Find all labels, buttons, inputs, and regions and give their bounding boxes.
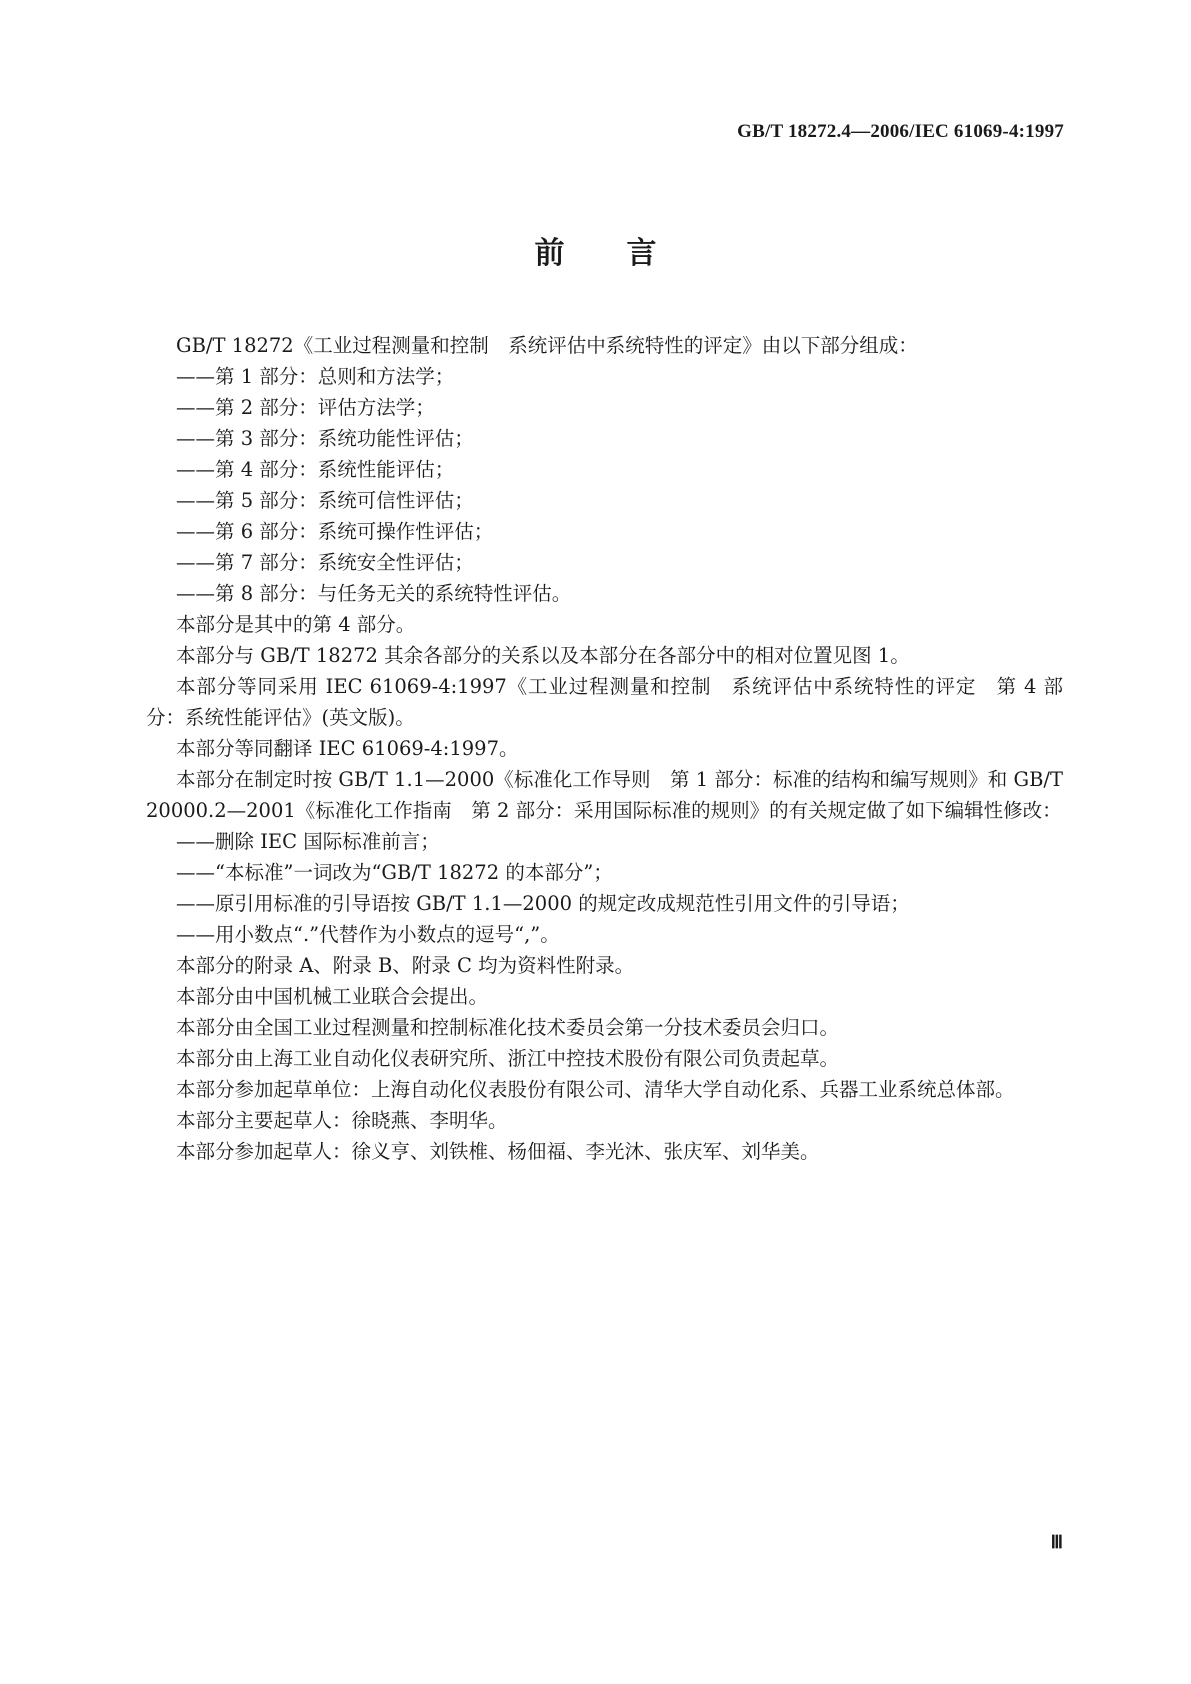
part-list-item: ——第 6 部分：系统可操作性评估；	[176, 520, 494, 543]
part-list-item: ——第 8 部分：与任务无关的系统特性评估。	[176, 582, 572, 605]
closing-paragraph: 本部分参加起草人：徐义亨、刘铁椎、杨佃福、李光沐、张庆军、刘华美。	[176, 1140, 820, 1163]
page-title	[0, 228, 1191, 272]
page-number: Ⅲ	[1050, 1532, 1063, 1552]
standard-code-header: GB/T 18272.4—2006/IEC 61069-4:1997	[737, 121, 1064, 142]
edit-list-item: ——删除 IEC 国际标准前言；	[176, 830, 440, 853]
closing-paragraph: 本部分的附录 A、附录 B、附录 C 均为资料性附录。	[176, 954, 635, 977]
closing-paragraph: 本部分参加起草单位：上海自动化仪表股份有限公司、清华大学自动化系、兵器工业系统总体部。	[176, 1078, 1015, 1101]
part-list-item: ——第 2 部分：评估方法学；	[176, 396, 435, 419]
edit-list-item: ——“本标准”一词改为“GB/T 18272 的本部分”；	[176, 861, 613, 884]
closing-paragraph: 本部分由全国工业过程测量和控制标准化技术委员会第一分技术委员会归口。	[176, 1016, 840, 1039]
translation-paragraph: 本部分等同翻译 IEC 61069-4:1997。	[176, 737, 519, 760]
edit-list-item: ——用小数点“.”代替作为小数点的逗号“,”。	[176, 923, 560, 946]
intro-paragraph: GB/T 18272《工业过程测量和控制 系统评估中系统特性的评定》由以下部分组成：	[176, 334, 918, 357]
closing-paragraph: 本部分主要起草人：徐晓燕、李明华。	[176, 1109, 508, 1132]
part-list-item: ——第 4 部分：系统性能评估；	[176, 458, 455, 481]
part-list-item: ——第 3 部分：系统功能性评估；	[176, 427, 474, 450]
part-list-item: ——第 1 部分：总则和方法学；	[176, 365, 455, 388]
title-char-2: 言	[626, 236, 657, 271]
this-part-paragraph: 本部分是其中的第 4 部分。	[176, 613, 416, 636]
closing-paragraph: 本部分由中国机械工业联合会提出。	[176, 985, 489, 1008]
edit-list-item: ——原引用标准的引导语按 GB/T 1.1—2000 的规定改成规范性引用文件的引导语；	[176, 892, 910, 915]
equivalent-paragraph: 本部分等同采用 IEC 61069-4:1997《工业过程测量和控制 系统评估中系统特性的评定 第 4 部分：系统性能评估》(英文版)。	[146, 675, 1063, 729]
relation-paragraph: 本部分与 GB/T 18272 其余各部分的关系以及本部分在各部分中的相对位置见图 1。	[176, 644, 910, 667]
closing-paragraph: 本部分由上海工业自动化仪表研究所、浙江中控技术股份有限公司负责起草。	[176, 1047, 840, 1070]
drafting-paragraph: 本部分在制定时按 GB/T 1.1—2000《标准化工作导则 第 1 部分：标准的结构和编写规则》和 GB/T 20000.2—2001《标准化工作指南 第 2 部分：采用国际标准的规则》的有关规定做了如下编辑性修改：	[146, 768, 1063, 822]
part-list-item: ——第 7 部分：系统安全性评估；	[176, 551, 474, 574]
part-list-item: ——第 5 部分：系统可信性评估；	[176, 489, 474, 512]
title-char-1: 前	[534, 236, 565, 271]
foreword-body	[146, 330, 1063, 1167]
